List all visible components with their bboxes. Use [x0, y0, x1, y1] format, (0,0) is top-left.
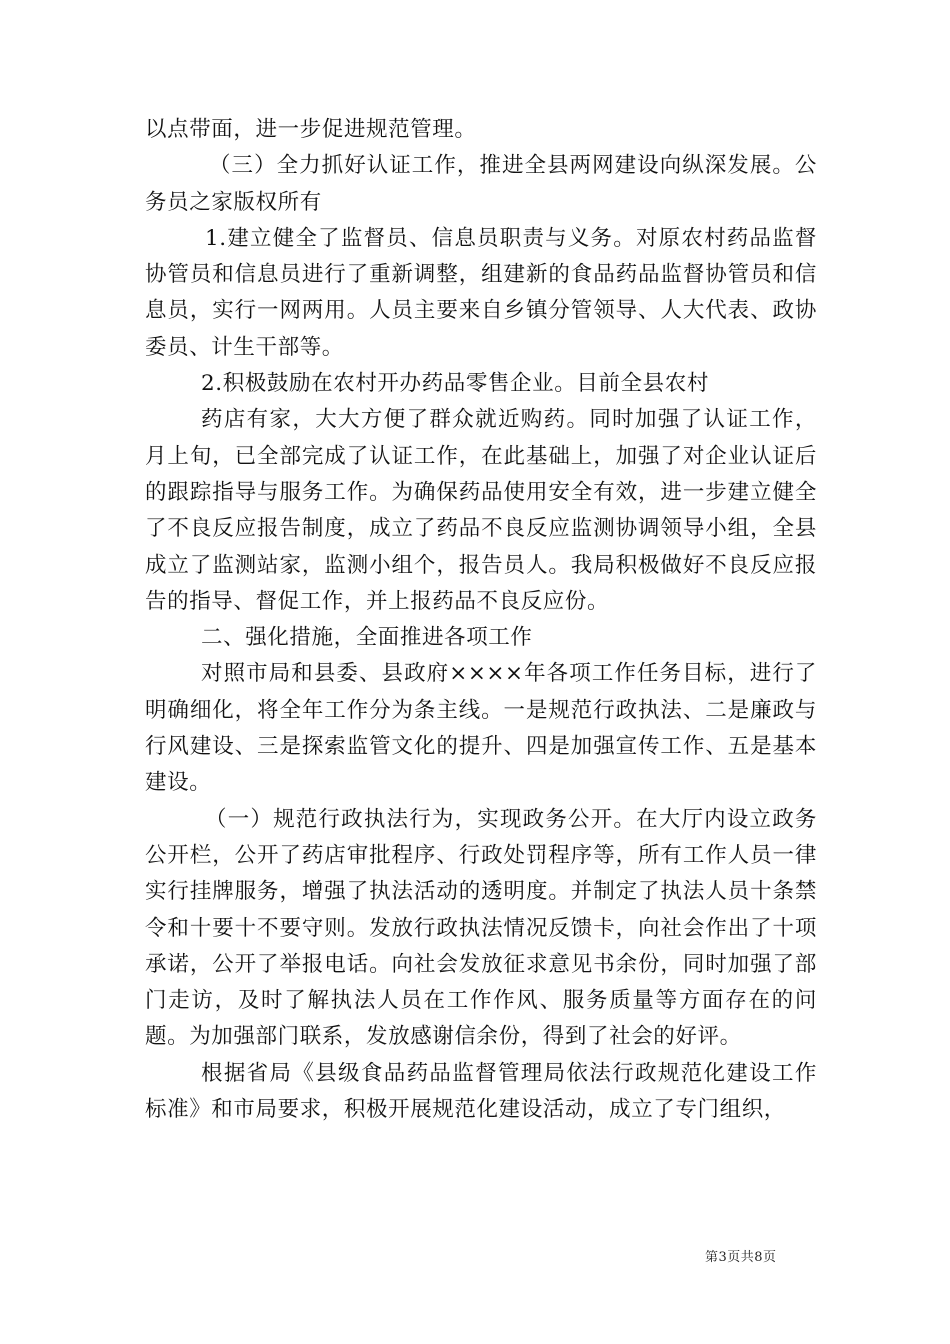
- paragraph-4: 2.积极鼓励在农村开办药品零售企业。目前全县农村: [201, 371, 709, 397]
- section-heading-2: 二、强化措施，全面推进各项工作: [201, 625, 533, 651]
- paragraph-8: （一）规范行政执法行为，实现政务公开。在大厅内设立政务公开栏，公开了药店审批程序、行政处罚程序等，所有工作人员一律实行挂牌服务，增强了执法活动的透明度。并制定了执法人员十条禁令和十要十不要守则。发放行政执法情况反馈卡，向社会作出了十项承诺，公开了举报电话。向社会发放征求意见书余份，同时加强了部门走访，及时了解执法人员在工作作风、服务质量等方面存在的问题。为加强部门联系，发放感谢信余份，得到了社会的好评。: [145, 806, 817, 1050]
- paragraph-9: 根据省局《县级食品药品监督管理局依法行政规范化建设工作标准》和市局要求，积极开展规范化建设活动，成立了专门组织，: [145, 1060, 817, 1123]
- paragraph-3: 1.建立健全了监督员、信息员职责与义务。对原农村药品监督协管员和信息员进行了重新调整，组建新的食品药品监督协管员和信息员，实行一网两用。人员主要来自乡镇分管领导、人大代表、政协委员、计生干部等。: [145, 225, 817, 360]
- document-body: [145, 112, 817, 1128]
- paragraph-7: 对照市局和县委、县政府××××年各项工作任务目标，进行了明确细化，将全年工作分为条主线。一是规范行政执法、二是廉政与行风建设、三是探索监管文化的提升、四是加强宣传工作、五是基本建设。: [145, 661, 817, 796]
- paragraph-1: 以点带面，进一步促进规范管理。: [145, 117, 477, 142]
- paragraph-5: 药店有家，大大方便了群众就近购药。同时加强了认证工作，月上旬，已全部完成了认证工作，在此基础上，加强了对企业认证后的跟踪指导与服务工作。为确保药品使用安全有效，进一步建立健全了不良反应报告制度，成立了药品不良反应监测协调领导小组，全县成立了监测站家，监测小组个，报告员人。我局积极做好不良反应报告的指导、督促工作，并上报药品不良反应份。: [145, 407, 817, 614]
- page-number: 第3页共8页: [705, 1250, 777, 1265]
- paragraph-2: （三）全力抓好认证工作，推进全县两网建设向纵深发展。公务员之家版权所有: [145, 153, 817, 215]
